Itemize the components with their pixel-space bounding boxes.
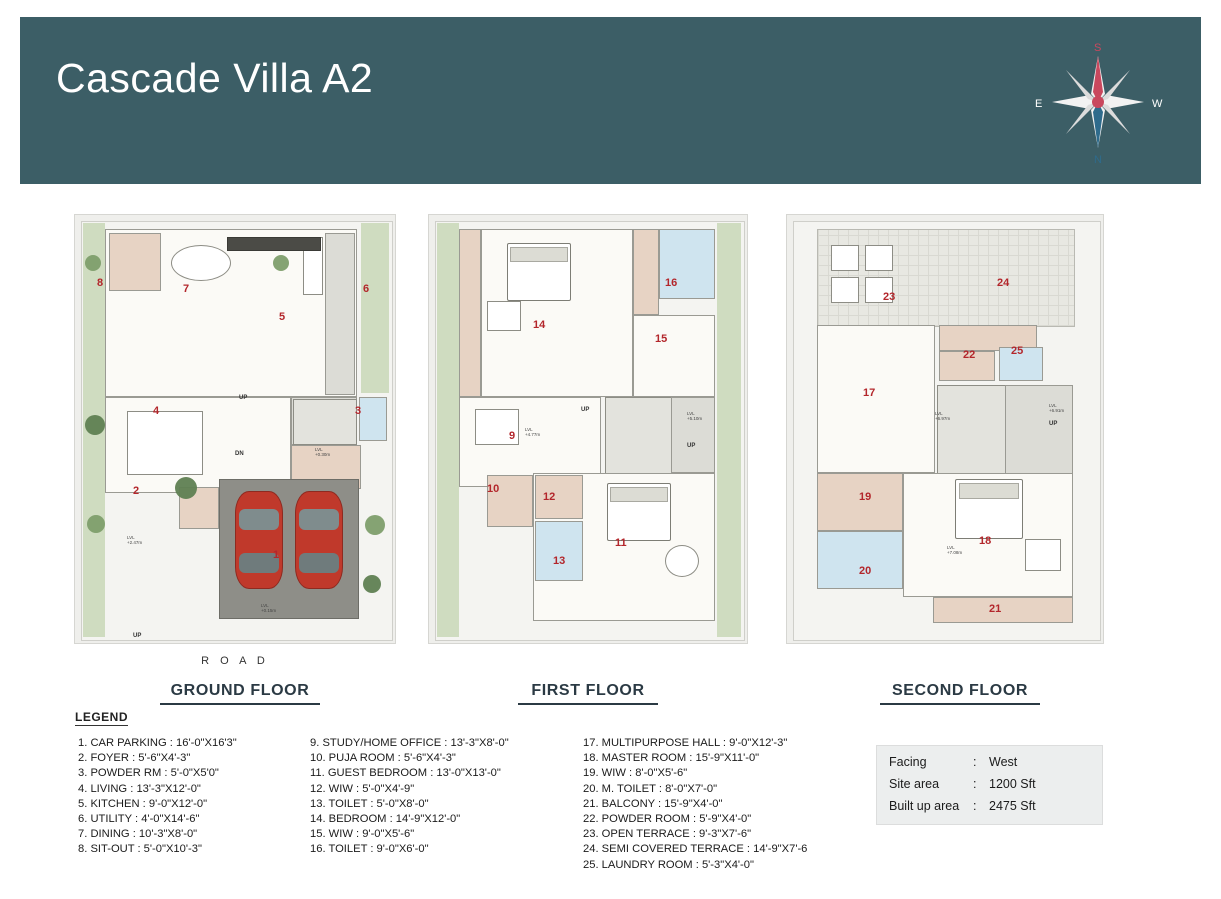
ff-num-9: 9: [509, 430, 516, 442]
legend-item: 24. SEMI COVERED TERRACE : 14'-9"X7'-6: [583, 843, 808, 856]
gf-green-right: [361, 223, 389, 393]
sf-num-25: 25: [1011, 345, 1024, 357]
info-label-site-area: Site area: [889, 777, 940, 791]
first-floor-plan[interactable]: [428, 214, 748, 644]
floor-plans-area: [0, 200, 1221, 670]
gf-num-6: 6: [363, 283, 370, 295]
legend-item: 17. MULTIPURPOSE HALL : 9'-0"X12'-3": [583, 737, 788, 749]
property-info-box: [876, 745, 1103, 825]
compass-east-label: E: [1035, 98, 1043, 110]
second-floor-plan[interactable]: [786, 214, 1104, 644]
sf-balcony: [933, 597, 1073, 623]
sf-level-mark: LVL +6.97m: [935, 411, 951, 421]
legend-item: 1. CAR PARKING : 16'-0"X16'3": [78, 737, 237, 749]
ff-num-10: 10: [487, 483, 500, 495]
legend-item: 11. GUEST BEDROOM : 13'-0"X13'-0": [310, 767, 501, 780]
legend-item: 7. DINING : 10'-3"X8'-0": [78, 828, 198, 841]
compass-north-label: N: [1094, 154, 1102, 166]
info-row-built-up-area: [889, 795, 1094, 817]
sf-multipurpose-hall: [817, 325, 935, 473]
ff-landing: [671, 397, 715, 473]
info-label-facing: Facing: [889, 755, 927, 769]
gf-num-3: 3: [355, 405, 362, 417]
gf-kitchen-slab: [227, 237, 321, 251]
legend-item: 19. WIW : 8'-0"X5'-6": [583, 767, 688, 780]
ff-num-15: 15: [655, 333, 668, 345]
legend-item: 21. BALCONY : 15'-9"X4'-0": [583, 797, 723, 810]
info-colon-1: :: [973, 755, 977, 769]
gf-level-mark-entry: LVL +0.15m: [261, 603, 277, 613]
sf-num-22: 22: [963, 349, 976, 361]
legend-item: 18. MASTER ROOM : 15'-9"X11'-0": [583, 752, 760, 765]
info-colon-3: :: [973, 799, 977, 813]
gf-num-5: 5: [279, 311, 286, 323]
gf-car-left: [235, 491, 283, 589]
compass-west-label: W: [1152, 98, 1163, 110]
road-label: R O A D: [201, 655, 269, 667]
info-row-site-area: [889, 773, 1094, 795]
ff-up-label: UP: [581, 407, 590, 413]
legend-item: 16. TOILET : 9'-0"X6'-0": [310, 843, 429, 856]
ff-bedroom-side: [459, 229, 481, 397]
gf-level-mark-mid: LVL +0.30m: [315, 447, 331, 457]
sf-master-chair: [1025, 539, 1061, 571]
gf-tree-2: [85, 415, 105, 435]
gf-num-4: 4: [153, 405, 160, 417]
legend-item: 23. OPEN TERRACE : 9'-3"X7'-6": [583, 828, 752, 841]
legend-item: 12. WIW : 5'-0"X4'-9": [310, 782, 415, 795]
legend-column-2: [310, 736, 590, 858]
gf-sofa-set: [127, 411, 203, 475]
sf-num-23: 23: [883, 291, 896, 303]
ff-side-table: [665, 545, 699, 577]
ff-level-mark-2: LVL +5.10m: [687, 411, 703, 421]
legend-item: 5. KITCHEN : 9'-0"X12'-0": [78, 797, 208, 810]
sf-terrace-chair-3: [831, 277, 859, 303]
ff-num-14: 14: [533, 319, 546, 331]
legend-item: 25. LAUNDRY ROOM : 5'-3"X4'-0": [583, 858, 754, 871]
gf-tree-3: [87, 515, 105, 533]
ff-bed-2: [607, 483, 671, 541]
ff-wiw-area: [633, 315, 715, 397]
legend-item: 10. PUJA ROOM : 5'-6"X4'-3": [310, 752, 456, 765]
gf-car-right: [295, 491, 343, 589]
legend-column-1: [78, 736, 348, 858]
gf-level-mark-parking: LVL +2.47m: [127, 535, 143, 545]
legend-item: 13. TOILET : 5'-0"X8'-0": [310, 797, 429, 810]
page-title: Cascade Villa A2: [56, 55, 374, 101]
info-label-built-up-area: Built up area: [889, 799, 960, 813]
gf-dining-table: [171, 245, 231, 281]
gf-tree-6: [363, 575, 381, 593]
ff-toilet-13: [535, 521, 583, 581]
gf-num-8: 8: [97, 277, 104, 289]
legend-item: 15. WIW : 9'-0"X5'-6": [310, 828, 415, 841]
info-value-built-up-area: 2475 Sft: [989, 799, 1036, 813]
legend-column-3: [583, 736, 883, 873]
legend-item: 3. POWDER RM : 5'-0"X5'0": [78, 767, 219, 780]
ff-bed-1: [507, 243, 571, 301]
sf-level-mark-3: LVL +7.08m: [947, 545, 963, 555]
legend-item: 8. SIT-OUT : 5'-0"X10'-3": [78, 843, 202, 856]
caption-ground-floor: GROUND FLOOR: [160, 682, 320, 705]
ff-green-left: [437, 223, 459, 637]
info-value-facing: West: [989, 755, 1018, 769]
sf-num-18: 18: [979, 535, 992, 547]
ff-chair-1: [487, 301, 521, 331]
ff-level-mark: LVL +4.77m: [525, 427, 541, 437]
ground-floor-plan[interactable]: [74, 214, 396, 644]
sf-num-20: 20: [859, 565, 872, 577]
legend-item: 2. FOYER : 5'-6"X4'-3": [78, 752, 191, 765]
caption-first-floor: FIRST FLOOR: [518, 682, 658, 705]
sf-num-24: 24: [997, 277, 1010, 289]
sf-staircase: [937, 385, 1007, 477]
gf-up-label: UP: [239, 395, 248, 401]
info-row-facing: [889, 751, 1094, 773]
gf-num-7: 7: [183, 283, 190, 295]
sf-master-toilet: [817, 531, 903, 589]
gf-tree-1: [85, 255, 101, 271]
sf-terrace-chair-2: [865, 245, 893, 271]
ff-wiw-15: [633, 229, 659, 315]
legend-item: 4. LIVING : 13'-3"X12'-0": [78, 782, 201, 795]
ff-num-13: 13: [553, 555, 566, 567]
gf-utility: [325, 233, 355, 395]
legend-item: 9. STUDY/HOME OFFICE : 13'-3"X8'-0": [310, 737, 509, 749]
gf-up-label-2: UP: [133, 633, 142, 639]
gf-tree-4: [175, 477, 197, 499]
ff-up-label-2: UP: [687, 443, 696, 449]
legend-item: 22. POWDER ROOM : 5'-9"X4'-0": [583, 813, 752, 826]
ff-num-12: 12: [543, 491, 556, 503]
page-header: [20, 17, 1201, 184]
legend-item: 14. BEDROOM : 14'-9"X12'-0": [310, 813, 461, 826]
caption-second-floor: SECOND FLOOR: [880, 682, 1040, 705]
ff-staircase: [605, 397, 673, 475]
ff-num-16: 16: [665, 277, 678, 289]
gf-tree-7: [273, 255, 289, 271]
sf-num-17: 17: [863, 387, 876, 399]
gf-dn-label: DN: [235, 451, 244, 457]
gf-powder-room: [359, 397, 387, 441]
gf-staircase: [293, 399, 357, 445]
sf-up-label: UP: [1049, 421, 1058, 427]
legend-item: 6. UTILITY : 4'-0"X14'-6": [78, 813, 200, 826]
sf-landing: [1005, 385, 1073, 475]
sf-num-21: 21: [989, 603, 1002, 615]
legend-item: 20. M. TOILET : 8'-0"X7'-0": [583, 782, 718, 795]
gf-tree-5: [365, 515, 385, 535]
gf-num-2: 2: [133, 485, 140, 497]
legend-title: LEGEND: [75, 710, 129, 724]
gf-num-1: 1: [273, 549, 280, 561]
sf-bed-master: [955, 479, 1023, 539]
info-value-site-area: 1200 Sft: [989, 777, 1036, 791]
compass-rose: [1033, 35, 1163, 169]
info-colon-2: :: [973, 777, 977, 791]
gf-sitout: [109, 233, 161, 291]
sf-num-19: 19: [859, 491, 872, 503]
ff-green-right: [717, 223, 741, 637]
compass-south-label: S: [1094, 42, 1102, 54]
sf-terrace-chair-1: [831, 245, 859, 271]
ff-num-11: 11: [615, 537, 627, 549]
sf-level-mark-2: LVL +6.91m: [1049, 403, 1065, 413]
